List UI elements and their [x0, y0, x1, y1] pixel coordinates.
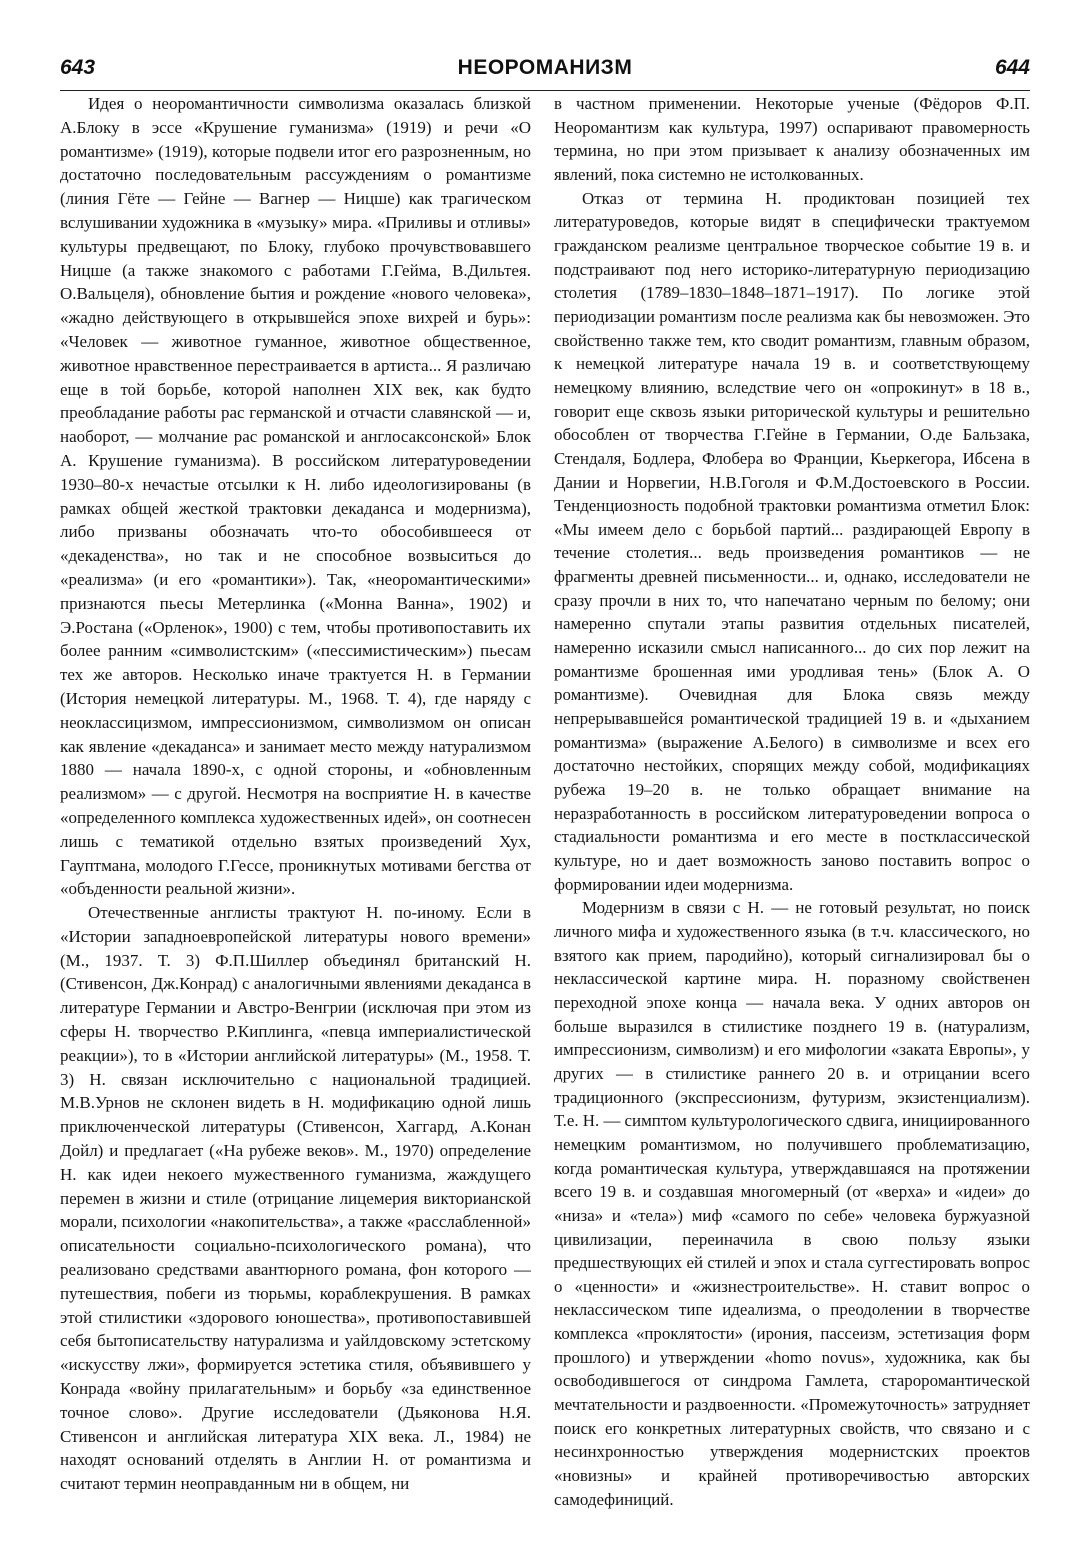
paragraph: Модернизм в связи с Н. — не готовый результат, но поиск личного мифа и художественного языка (в т.ч. классического, но взятого как прием, пародийно), который сигнализировал бы о неклассической картине мира. Н. поразному свойственен переходной эпохе конца — начала века. У одних авторов он больше выразился в стилистике позднего 19 в. (натурализм, импрессионизм, символизм) и его мифологии «заката Европы», у других — в стилистике раннего 20 в. и отрицании всего традиционного (экспрессионизм, футуризм, экзистенциализм). Т.е. Н. — симптом культурологического сдвига, инициированного немецким романтизмом, но получившего проблематизацию, когда романтическая культура, утверждавшаяся на протяжении всего 19 в. и создавшая многомерный (от «верха» и «идеи» до «низа» и «тела») миф «самого по себе» человека буржуазной цивилизации, переиначила в свою пользу языки предшествующих ей стилей и эпох и стала суггестировать вопрос о «ценности» и «жизнестроительстве». Н. ставит вопрос о неклассическом типе идеализма, о преодолении в творчестве комплекса «проклятости» (ирония, пассеизм, эстетизация форм прошлого) и утверждении «homo novus», художника, как бы освободившегося от синдрома Гамлета, староромантической мечтательности и раздвоенности. «Промежуточность» затрудняет поиск его конкретных литературных свойств, что связано и с несинхронностью утверждения модернистских проектов «новизны» и крайней противоречивостью авторских самодефиниций.: [554, 898, 1030, 1509]
left-column: [60, 92, 531, 1532]
page-header: [60, 54, 1030, 91]
paragraph: Идея о неоромантичности символизма оказалась близкой А.Блоку в эссе «Крушение гуманизма» (1919) и речи «О романтизме» (1919), которые подвели итог его разрозненным, но достаточно последовательным рассуждениям о романтизме (линия Гёте — Гейне — Вагнер — Ницше) как трагическом вслушивании художника в «музыку» мира. «Приливы и отливы» культуры предвещают, по Блоку, глубоко прочувствовавшего Ницше (а также знакомого с работами Г.Гейма, В.Дильтея. О.Вальцеля), обновление бытия и рождение «нового человека», «жадно действующего в открывшейся эпохе вихрей и бурь»: «Человек — животное гуманное, животное общественное, животное нравственное перестраивается в артиста... Я различаю еще в той борьбе, которой наполнен XIX век, как будто преобладание работы рас германской и отчасти славянской — и, наоборот, — молчание рас романской и англосаксонской» Блок А. Крушение гуманизма). В российском литературоведении 1930–80-х нечастые отсылки к Н. либо идеологизированы (в рамках общей жесткой трактовки декаданса и модернизма), либо призваны обозначать что-то обособившееся от «декаденства», но так и не способное возвыситься до «реализма» (и его «романтики»). Так, «неоромантическими» признаются пьесы Метерлинка («Монна Ванна», 1902) и Э.Ростана («Орленок», 1900) с тем, чтобы противопоставить их более ранним «символистским» («пессимистическим») пьесам тех же авторов. Несколько иначе трактуется Н. в Германии (История немецкой литературы. М., 1968. Т. 4), где наряду с неоклассицизмом, импрессионизмом, символизмом он описан как явление «декаданса» и занимает место между натурализмом 1880 — начала 1890-х, с одной стороны, и «обновленным реализмом» — с другой. Несмотря на восприятие Н. в качестве «определенного комплекса художественных идей», он соотнесен лишь с тематикой отдельно взятых произведений Хух, Гауптмана, молодого Г.Гессе, проникнутых мотивами бегства от «объденности реальной жизни».: [60, 94, 531, 899]
paragraph: Отечественные англисты трактуют Н. по-иному. Если в «Истории западноевропейской литературы нового времени» (М., 1937. Т. 3) Ф.П.Шиллер объединял британский Н. (Стивенсон, Дж.Конрад) с аналогичными явлениями декаданса в литературе Германии и Австро-Венгрии (исключая при этом из сферы Н. творчество Р.Киплинга, «певца империалистической реакции»), то в «Истории английской литературы» (М., 1958. Т. 3) Н. связан исключительно с национальной традицией. М.В.Урнов не склонен видеть в Н. модификацию одной лишь приключенческой литературы (Стивенсон, Хаггард, А.Конан Дойл) и предлагает («На рубеже веков». М., 1970) определение Н. как идеи некоего мужественного гуманизма, жаждущего перемен в жизни и стиле (отрицание лицемерия викторианской морали, психологии «накопительства», а также «расслабленной» описательности социально-психологического романа), что реализовано средствами авантюрного романа, фон которого — путешествия, побеги из тюрьмы, кораблекрушения. В рамках этой стилистики «здорового юношества», противопоставившей себя бытописательству натурализма и уайлдовскому эстетскому «искусству лжи», формируется эстетика стиля, объявившего у Конрада «войну прилагательным» и борьбу «за единственное точное слово». Другие исследователи (Дьяконова Н.Я. Стивенсон и английская литература XIX века. Л., 1984) не находят оснований отделять в Англии Н. от романтизма и считают термин неоправданным ни в общем, ни: [60, 903, 531, 1494]
entry-title: НЕОРОМАНИЗМ: [457, 56, 633, 79]
page-number-right: 644: [994, 56, 1030, 79]
paragraph-continuation: в частном применении. Некоторые ученые (Фёдоров Ф.П. Неоромантизм как культура, 1997) оспаривают правомерность термина, но при этом призывает к анализу обозначенных им явлений, пока системно не истолкованных.: [554, 94, 1030, 184]
page-number-left: 643: [60, 56, 96, 79]
right-column: [554, 92, 1030, 1532]
paragraph: Отказ от термина Н. продиктован позицией тех литературоведов, которые видят в специфически трактуемом гражданском реализме центральное творческое событие 19 в. и подстраивают под него историко-литературную периодизацию столетия (1789–1830–1848–1871–1917). По логике этой периодизации романтизм после реализма как бы невозможен. Это свойственно также тем, кто сводит романтизм, главным образом, к немецкой литературе начала 19 в. и соответствующему немецкому влиянию, вследствие чего он «опрокинут» в 18 в., говорит еще сквозь языки риторической культуры и решительно обособлен от творчества Г.Гейне в Германии, О.де Бальзака, Стендаля, Бодлера, Флобера во Франции, Кьеркегора, Ибсена в Дании и Норвегии, Н.В.Гоголя и Ф.М.Достоевского в России. Тенденциозность подобной трактовки романтизма отметил Блок: «Мы имеем дело с борьбой партий... раздирающей Европу в течение столетия... ведь произведения романтиков — не фрагменты древней письменности... и, однако, исследователи не сразу прочли в них то, что напечатано черным по белому; они намеренно спутали этапы развития отдельных писателей, намеренно исказили смысл написанного... до сих пор лежит на романтизме брошенная ими уродливая тень» (Блок А. О романтизме). Очевидная для Блока связь между непрерывавшейся романтической традицией 19 в. и «дыханием романтизма» (выражение А.Белого) в символизме и всех его достаточно нестойких, спорящих между собой, модификациях рубежа 19–20 в. не только обращает внимание на неразработанность в российском литературоведении вопроса о стадиальности романтизма и его месте в постклассической культуре, но и дает возможность заново поставить вопрос о формировании идеи модернизма.: [554, 188, 1030, 894]
